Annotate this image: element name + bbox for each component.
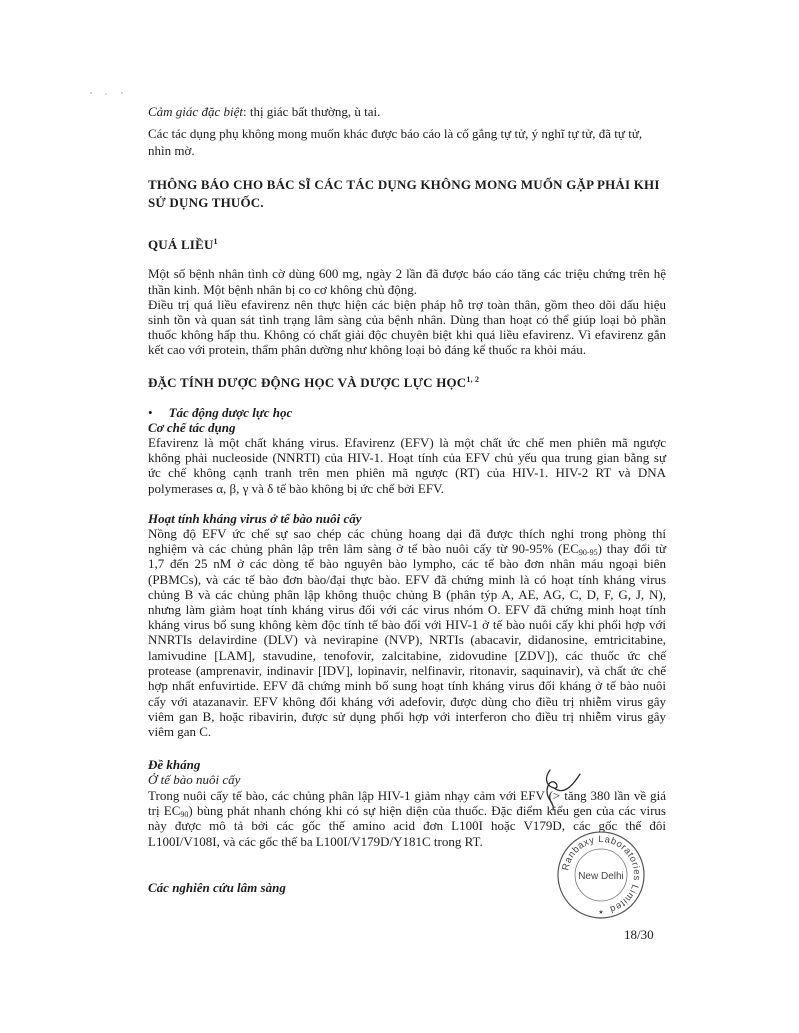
notice-heading-line-2: SỬ DỤNG THUỐC. (148, 195, 264, 210)
clinical-studies-subheading: Các nghiên cứu lâm sàng (148, 880, 286, 895)
antiviral-line: lamivudine [LAM], stavudine, tenofovir, zalcitabine, zidovudine [ZDV]), các thuốc ức chế (148, 648, 666, 663)
mechanism-subheading: Cơ chế tác dụng (148, 420, 236, 435)
resistance-text: trị EC (148, 803, 181, 818)
special-sensation-line (148, 104, 380, 119)
antiviral-line: 1,7 đến 25 nM ở các dòng tế bào nguyên bào lympho, các tế bào đơn nhân máu ngoại biên (148, 556, 666, 571)
overdose-heading (148, 237, 218, 252)
antiviral-activity-subheading: Hoạt tính kháng virus ở tế bào nuôi cấy (148, 511, 362, 526)
antiviral-line: viêm gan B, hoặc ribavirin, được sử dụng phối hợp với interferon cho điều trị nhiễm virus gây (148, 709, 666, 724)
pharmacology-heading (148, 375, 479, 390)
antiviral-line: (PBMCs), và các tế bào đơn bào/đại thực bào. EFV đã chứng minh là có hoạt tính kháng virus (148, 572, 666, 587)
resistance-line: L100I/V108I, và các gốc thế ba L100I/V179D/Y181C trong RT. (148, 834, 483, 849)
pharmacology-reference: 1, 2 (466, 375, 480, 384)
resistance-line-ec (148, 803, 666, 818)
antiviral-line: cấy với atazanavir. EFV không đối kháng với adefovir, được dùng cho điều trị nhiễm virus gây (148, 694, 666, 709)
other-side-effects-line-1: Các tác dụng phụ không mong muốn khác được báo cáo là cố gắng tự tử, ý nghĩ tự tử, đã tự tử, (148, 126, 643, 141)
resistance-line: này được mô tả bởi các gốc thế amino acid đơn L100I hoặc V179D, các gốc thế đôi (148, 818, 666, 833)
overdose-line: thuốc không hấp thu. Không có chất giải độc chuyên biệt khi quá liều efavirenz. Vì efavirenz gắn (148, 327, 666, 342)
antiviral-line: hợp nhất enfuvirtide. EFV đã chứng minh bổ sung hoạt tính kháng virus đối kháng ở tế bào nuôi (148, 678, 666, 693)
antiviral-line: Nồng độ EFV ức chế sự sao chép các chủng hoang dại đã được thích nghi trong phòng thí (148, 526, 666, 541)
stamp-center-text: New Delhi (578, 871, 624, 882)
stamp-ring-text: Ranbaxy Laboratories Limited (560, 833, 643, 915)
pharmacology-title: ĐẶC TÍNH DƯỢC ĐỘNG HỌC VÀ DƯỢC LỰC HỌC (148, 375, 467, 390)
pharmacodynamics-subheading (148, 405, 292, 420)
antiviral-line: kháng virus bổ sung không kèm độc tính tế bào đối với HIV-1 ở tế bào nuôi cấy khi phối hợp với (148, 617, 666, 632)
antiviral-line: viêm gan C. (148, 724, 212, 739)
notice-heading-line-1: THÔNG BÁO CHO BÁC SĨ CÁC TÁC DỤNG KHÔNG MONG MUỐN GẶP PHẢI KHI (148, 177, 660, 192)
overdose-line: Một số bệnh nhân tình cờ dùng 600 mg, ngày 2 lần đã được báo cáo tăng các triệu chứng trên hệ (148, 266, 666, 281)
ec-subscript: 90 (180, 810, 189, 819)
antiviral-line: chủng B và các chủng phân lập không thuộc chủng B (phân týp A, AE, AG, C, D, F, G, J, N), (148, 587, 666, 602)
antiviral-text: ) thay đổi từ (597, 541, 667, 556)
antiviral-line: nhưng làm giảm hoạt tính kháng virus đối với các virus nhóm O. EFV đã chứng minh hoạt tính (148, 602, 666, 617)
page-number: 18/30 (624, 927, 654, 942)
mechanism-line: không phải nucleoside (NNRTI) của HIV-1. Hoạt tính của EFV chủ yếu qua trung gian bằng sự (148, 450, 666, 465)
overdose-line: thần kinh. Một bệnh nhân bị co cơ không chủ động. (148, 282, 418, 297)
stamp-star-icon: ★ (598, 909, 604, 916)
overdose-title: QUÁ LIỀU (148, 237, 214, 252)
company-stamp (556, 830, 646, 920)
mechanism-line: polymerases α, β, γ và δ tế bào không bị ức chế bởi EFV. (148, 481, 445, 496)
ec-subscript: 90-95 (578, 548, 598, 557)
resistance-text: ) bùng phát nhanh chóng khi có sự hiện diện của thuốc. Đặc điểm kiểu gen của các virus (188, 803, 666, 818)
cell-culture-subheading: Ở tế bào nuôi cấy (148, 772, 241, 787)
antiviral-line: protease (amprenavir, indinavir [IDV], lopinavir, nelfinavir, ritonavir, saquinavir), và chất ức chế (148, 663, 666, 678)
special-sensation-label: Cảm giác đặc biệt (148, 104, 243, 119)
mechanism-line: ức chế không cạnh tranh trên men phiên mã ngược (RT) của HIV-1. HIV-2 RT và DNA (148, 465, 666, 480)
resistance-line: Trong nuôi cấy tế bào, các chủng phân lập HIV-1 giảm nhạy cảm với EFV (> tăng 380 lần về giá (148, 788, 666, 803)
pharmacodynamics-label: Tác động dược lực học (168, 405, 293, 420)
other-side-effects-line-2: nhìn mờ. (148, 143, 195, 158)
antiviral-text: nghiệm và các chủng phân lập trên lâm sàng ở tế bào nuôi cấy từ 90-95% (EC (148, 541, 579, 556)
mechanism-line: Efavirenz là một chất kháng virus. Efavirenz (EFV) là một chất ức chế men phiên mã ngược (148, 435, 666, 450)
overdose-reference: 1 (213, 237, 218, 246)
overdose-line: kết cao với protein, thẩm phân dường như không loại bỏ đáng kể thuốc ra khỏi máu. (148, 342, 586, 357)
antiviral-line: NNRTIs delavirdine (DLV) và nevirapine (NVP), NRTIs (abacavir, didanosine, emtricitabine, (148, 632, 666, 647)
resistance-subheading: Đề kháng (148, 757, 201, 772)
overdose-line: sinh tồn và quan sát tình trạng lâm sàng của bệnh nhân. Dùng than hoạt có thể giúp loại bỏ phần (148, 312, 666, 327)
bullet: • (148, 405, 153, 420)
antiviral-line-ec (148, 541, 666, 556)
special-sensation-text: : thị giác bất thường, ù tai. (242, 104, 381, 119)
scan-speckles (88, 88, 128, 98)
overdose-line: Điều trị quá liều efavirenz nên thực hiện các biện pháp hỗ trợ toàn thân, gồm theo dõi dấu hiệu (148, 297, 666, 312)
